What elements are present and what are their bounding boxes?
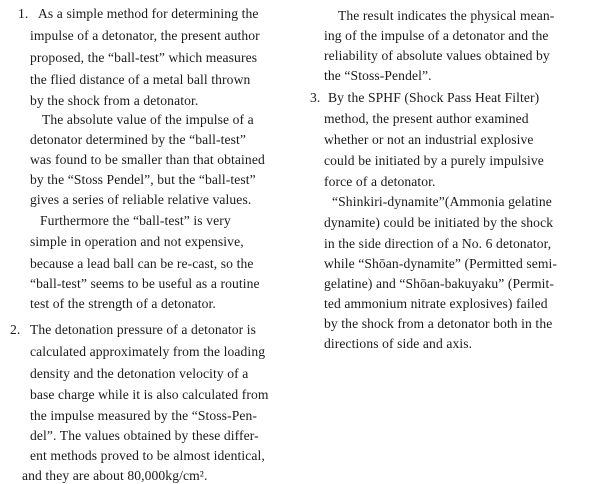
item-2-line: and they are about 80,000kg/cm². [22, 468, 208, 483]
item-2-line: The detonation pressure of a detonator is [30, 322, 257, 337]
item-3-line: could be initiated by a purely impulsive [324, 153, 544, 168]
item-1-para3-line: Furthermore the “ball-test” is very [40, 213, 231, 228]
right-para1-line: reliability of absolute values obtained by [324, 48, 550, 63]
item-3-para2-line: directions of side and axis. [324, 336, 473, 351]
item-3-para2-line: ted ammonium nitrate explosives) failed [324, 296, 548, 311]
item-3-para2-line: in the side direction of a No. 6 detonator, [324, 236, 552, 251]
item-1-para2-line: gives a series of reliable relative values. [30, 192, 252, 207]
right-para1-line: ing of the impulse of a detonator and the [324, 28, 549, 43]
item-1-para2-line: detonator determined by the “ball-test” [30, 132, 247, 147]
item-2-line: density and the detonation velocity of a [30, 366, 249, 381]
item-1-para3-line: simple in operation and not expensive, [30, 234, 244, 249]
item-3-line: force of a detonator. [324, 174, 436, 189]
item-3-para2-line: dynamite) could be initiated by the shock [324, 215, 554, 230]
item-2-line: del”. The values obtained by these differ- [30, 428, 259, 443]
item-2-line: the impulse measured by the “Stoss-Pen- [30, 408, 258, 423]
item-2-line: calculated approximately from the loading [30, 344, 266, 359]
item-1-para2-line: was found to be smaller than that obtained [30, 152, 265, 167]
item-3-line: whether or not an industrial explosive [324, 132, 534, 147]
item-1-para2-line: The absolute value of the impulse of a [42, 112, 254, 127]
item-1-para2-line: by the “Stoss Pendel”, but the “ball-test” [30, 172, 256, 187]
item-2-line: base charge while it is also calculated from [30, 387, 269, 402]
item-3-line: method, the present author examined [324, 111, 529, 126]
item-2-line: ent methods proved to be almost identical, [30, 448, 265, 463]
right-para1-line: The result indicates the physical mean- [338, 8, 555, 23]
item-3-number: 3. [310, 90, 321, 105]
right-para1-line: the “Stoss-Pendel”. [324, 68, 432, 83]
item-3-para2-line: by the shock from a detonator both in the [324, 316, 553, 331]
item-3-para2-line: while “Shōan-dynamite” (Permitted semi- [324, 256, 558, 271]
item-1-line: proposed, the “ball-test” which measures [30, 50, 258, 65]
item-1-para3-line: test of the strength of a detonator. [30, 296, 216, 311]
item-1-line: by the shock from a detonator. [30, 93, 199, 108]
item-1-line: impulse of a detonator, the present author [30, 28, 260, 43]
item-3-para2-line: “Shinkiri-dynamite”(Ammonia gelatine [332, 194, 552, 209]
item-1-line: As a simple method for determining the [38, 6, 259, 21]
item-1-line: the flied distance of a metal ball thrown [30, 72, 251, 87]
item-1-number: 1. [18, 6, 29, 21]
item-3-line: By the SPHF (Shock Pass Heat Filter) [328, 90, 540, 105]
item-1-para3-line: because a lead ball can be re-cast, so the [30, 256, 254, 271]
item-1-para3-line: “ball-test” seems to be useful as a routine [30, 276, 260, 291]
item-3-para2-line: gelatine) and “Shōan-bakuyaku” (Permit- [324, 276, 555, 291]
item-2-number: 2. [10, 322, 21, 337]
